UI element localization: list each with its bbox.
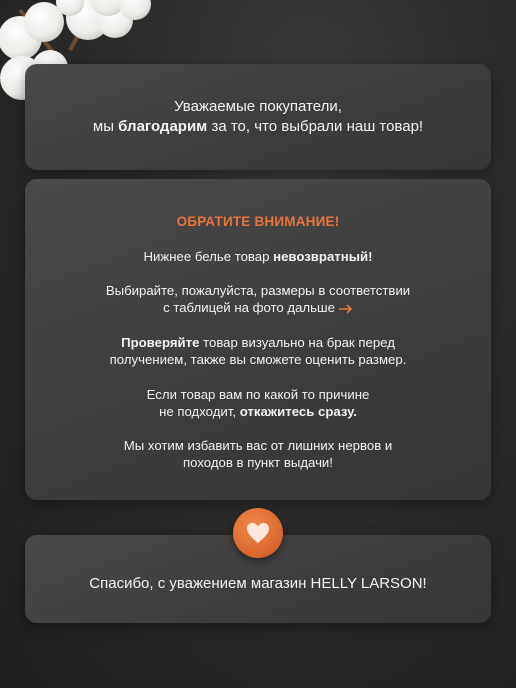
- p2-line-2-text: с таблицей на фото дальше: [163, 300, 335, 315]
- greeting-line-2-post: за то, что выбрали наш товар!: [207, 118, 424, 135]
- greeting-line-2: [25, 117, 491, 137]
- greeting-text: [25, 97, 491, 137]
- notice-title: ОБРАТИТЕ ВНИМАНИЕ!: [176, 214, 340, 229]
- p4-line-2: [25, 403, 491, 420]
- p1-text: Нижнее белье товар: [143, 249, 274, 264]
- greeting-line-1: Уважаемые покупатели,: [174, 98, 342, 115]
- notice-paragraph-4: [25, 386, 491, 420]
- notice-paragraph-5: [25, 437, 491, 471]
- greeting-line-2-pre: мы: [92, 118, 119, 135]
- arrow-right-icon: [339, 304, 353, 314]
- notice-card: [25, 179, 491, 500]
- heart-icon: [246, 522, 270, 544]
- p1-bold: невозвратный!: [273, 249, 373, 264]
- greeting-line-2-bold: благодарим: [118, 118, 208, 135]
- p4-line-1: Если товар вам по какой то причине: [146, 387, 370, 402]
- p4-pre: не подходит,: [159, 404, 240, 419]
- notice-paragraph-2: [25, 282, 491, 316]
- p3-line-1: [25, 334, 491, 351]
- greeting-card: [25, 64, 491, 170]
- p3-line-2: получением, также вы сможете оценить размер.: [109, 352, 407, 367]
- p3-bold: Проверяйте: [121, 335, 200, 350]
- p5-line-1: Мы хотим избавить вас от лишних нервов и: [123, 438, 393, 453]
- heart-badge: [233, 508, 283, 558]
- thanks-text: Спасибо, с уважением магазин HELLY LARSON!: [89, 575, 427, 592]
- p2-line-1: Выбирайте, пожалуйста, размеры в соответствии: [105, 283, 411, 298]
- p3-rest: товар визуально на брак перед: [199, 335, 395, 350]
- p5-line-2: походов в пункт выдачи!: [183, 455, 333, 470]
- p4-bold: откажитесь сразу.: [239, 404, 357, 419]
- p2-line-2: [25, 299, 491, 316]
- notice-paragraph-3: [25, 334, 491, 368]
- notice-paragraph-1: [25, 248, 491, 265]
